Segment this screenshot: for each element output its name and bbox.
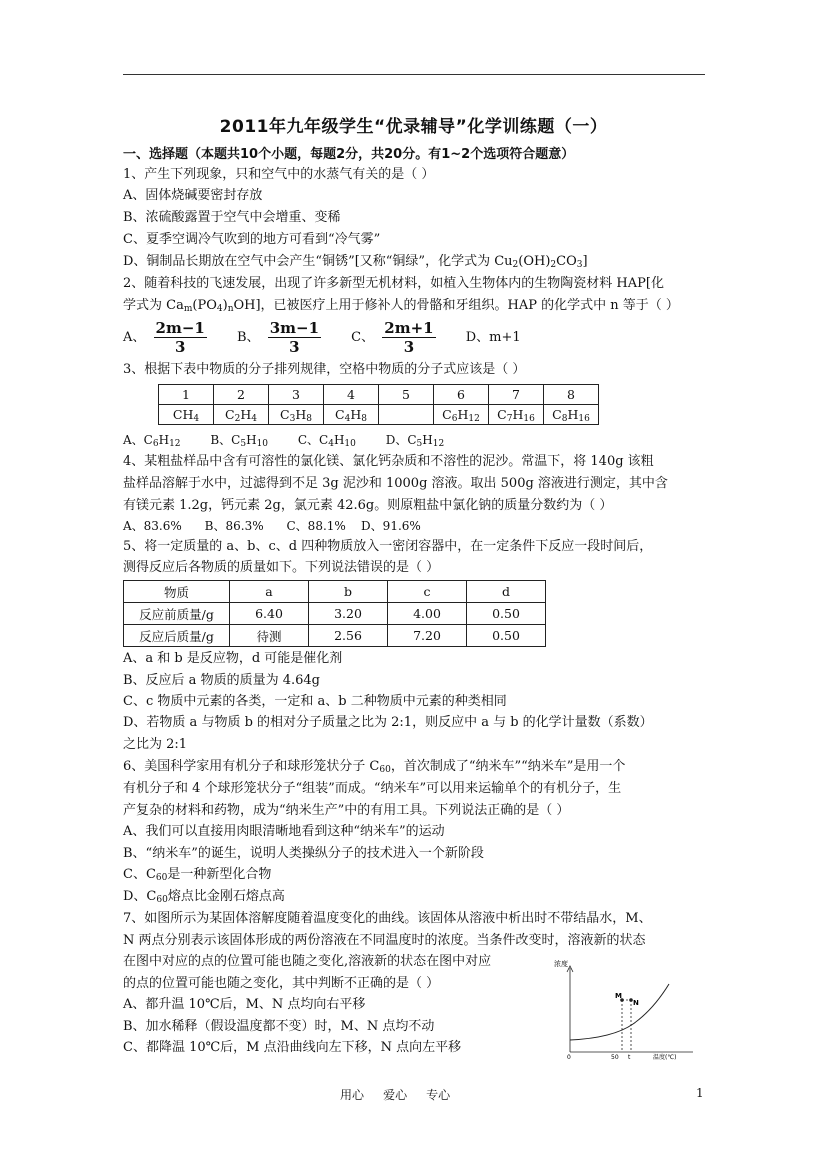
- q1-option-b: B、浓硫酸露置于空气中会增重、变稀: [123, 210, 341, 225]
- chart-tick-t: t: [628, 1054, 631, 1061]
- q6-stem-line2: 有机分子和 4 个球形笼状分子“组装”而成。“纳米车”可以用来运输单个的有机分子，生: [123, 781, 622, 796]
- q5-option-c: C、c 物质中元素的各类，一定和 a、b 二种物质中元素的种类相同: [123, 694, 507, 709]
- q3-table: [158, 384, 599, 425]
- q7-option-b: B、加水稀释（假设温度都不变）时，M、N 点均不动: [123, 1019, 435, 1034]
- page-number: 1: [696, 1086, 704, 1100]
- q7-option-c: C、都降温 10℃后，M 点沿曲线向左下移，N 点向左平移: [123, 1040, 462, 1055]
- q5-option-b: B、反应后 a 物质的质量为 4.64g: [123, 673, 320, 688]
- q1-stem: 1、产生下列现象，只和空气中的水蒸气有关的是（ ）: [123, 167, 435, 182]
- q1-option-d: D、铜制品长期放在空气中会产生“铜锈”[又称“铜绿”，化学式为 $Cu_2(OH)_2CO_3$]: [123, 254, 588, 270]
- q2-option-d: D、m+1: [465, 330, 521, 345]
- q5-stem-line1: 5、将一定质量的 a、b、c、d 四种物质放入一密闭容器中，在一定条件下反应一段时间后，: [123, 539, 653, 554]
- chart-origin: 0: [567, 1054, 571, 1061]
- solubility-curve-figure: [553, 958, 703, 1062]
- q4-stem-line3: 有镁元素 1.2g，钙元素 2g，氯元素 42.6g。则原粗盐中氯化钠的质量分数约为（ ）: [123, 498, 613, 513]
- q6-option-d: D、$C_{60}$熔点比金刚石熔点高: [123, 889, 285, 905]
- q7-stem-line3: 在图中对应的点的位置可能也随之变化,溶液新的状态在图中对应: [123, 954, 492, 969]
- q2-option-a-label: A、: [123, 330, 146, 345]
- table-row: 反应后质量/g 待测 2.56 7.20 0.50: [124, 625, 546, 647]
- q3-options: A、$C_6H_{12}$ B、$C_5H_{10}$ C、$C_4H_{10}$ D、$C_5H_{12}$: [123, 433, 445, 449]
- q7-option-a: A、都升温 10℃后，M、N 点均向右平移: [123, 997, 366, 1012]
- q6-option-c: C、$C_{60}$是一种新型化合物: [123, 867, 272, 883]
- chart-tick-50: 50: [611, 1054, 619, 1061]
- q1-option-a: A、固体烧碱要密封存放: [123, 188, 263, 203]
- label-m: M: [615, 992, 622, 1000]
- q3-stem: 3、根据下表中物质的分子排列规律，空格中物质的分子式应该是（ ）: [123, 362, 526, 377]
- q5-option-d-line1: D、若物质 a 与物质 b 的相对分子质量之比为 2:1，则反应中 a 与 b 的化学计量数（系数）: [123, 715, 653, 730]
- page-title: 2011年九年级学生“优录辅导”化学训练题（一）: [219, 117, 608, 137]
- q6-stem-line1: 6、美国科学家用有机分子和球形笼状分子 $C_{60}$，首次制成了“纳米车”“纳米车”是用一个: [123, 759, 626, 775]
- q6-option-b: B、“纳米车”的诞生，说明人类操纵分子的技术进入一个新阶段: [123, 846, 484, 861]
- chart-xlabel: 温度(℃): [653, 1054, 677, 1061]
- table-row: $CH_4$ $C_2H_4$ $C_3H_8$ $C_4H_8$ $C_6H_{12}$ $C_7H_{16}$ $C_8H_{16}$: [159, 405, 599, 425]
- q5-stem-line2: 测得反应后各物质的质量如下。下列说法错误的是（ ）: [123, 560, 440, 575]
- section-heading: 一、选择题（本题共10个小题，每题2分，共20分。有1~2个选项符合题意）: [123, 147, 575, 162]
- q2-option-c-label: C、: [351, 330, 375, 345]
- q2-option-b-label: B、: [237, 330, 260, 345]
- header-rule: [123, 74, 705, 75]
- q5-table: [123, 580, 546, 647]
- q2-option-c-fraction: $\frac{2m+1}{3}$: [384, 319, 434, 356]
- table-row: 反应前质量/g 6.40 3.20 4.00 0.50: [124, 603, 546, 625]
- q6-stem-line3: 产复杂的材料和药物，成为“纳米生产”中的有用工具。下列说法正确的是（ ）: [123, 803, 570, 818]
- q2-option-a-fraction: $\frac{2m-1}{3}$: [155, 319, 205, 356]
- q2-stem-line1: 2、随着科技的飞速发展，出现了许多新型无机材料，如植入生物体内的生物陶瓷材料 HAP[化: [123, 276, 664, 291]
- q4-stem-line2: 盐样品溶解于水中，过滤得到不足 3g 泥沙和 1000g 溶液。取出 500g 溶液进行测定，其中含: [123, 476, 668, 491]
- footer-motto: 用心 爱心 专心: [340, 1088, 451, 1102]
- q7-stem-line1: 7、如图所示为某固体溶解度随着温度变化的曲线。该固体从溶液中析出时不带结晶水，M、: [123, 911, 652, 926]
- table-row: 物质 a b c d: [124, 581, 546, 603]
- q4-options: A、83.6% B、86.3% C、88.1% D、91.6%: [123, 519, 421, 533]
- q7-stem-line4: 的点的位置可能也随之变化，其中判断不正确的是（ ）: [123, 976, 440, 991]
- q7-stem-line2: N 两点分别表示该固体形成的两份溶液在不同温度时的浓度。当条件改变时，溶液新的状态: [123, 933, 646, 948]
- q2-option-b-fraction: $\frac{3m-1}{3}$: [269, 319, 320, 356]
- label-n: N: [633, 999, 639, 1007]
- q5-option-d-line2: 之比为 2:1: [123, 737, 188, 752]
- q1-option-c: C、夏季空调冷气吹到的地方可看到“冷气雾”: [123, 232, 381, 247]
- q2-stem-line2: 学式为 $Ca_m(PO_4)_nOH$]，已被医疗上用于修补人的骨骼和牙组织。HAP 的化学式中 n 等于（ ）: [123, 298, 679, 314]
- chart-ylabel: 浓度: [554, 960, 568, 968]
- q5-option-a: A、a 和 b 是反应物，d 可能是催化剂: [123, 651, 343, 666]
- q6-option-a: A、我们可以直接用肉眼清晰地看到这种“纳米车”的运动: [123, 824, 445, 839]
- q2-options: [123, 318, 521, 358]
- table-row: 1 2 3 4 5 6 7 8: [159, 385, 599, 405]
- q4-stem-line1: 4、某粗盐样品中含有可溶性的氯化镁、氯化钙杂质和不溶性的泥沙。常温下，将 140g 该粗: [123, 454, 654, 469]
